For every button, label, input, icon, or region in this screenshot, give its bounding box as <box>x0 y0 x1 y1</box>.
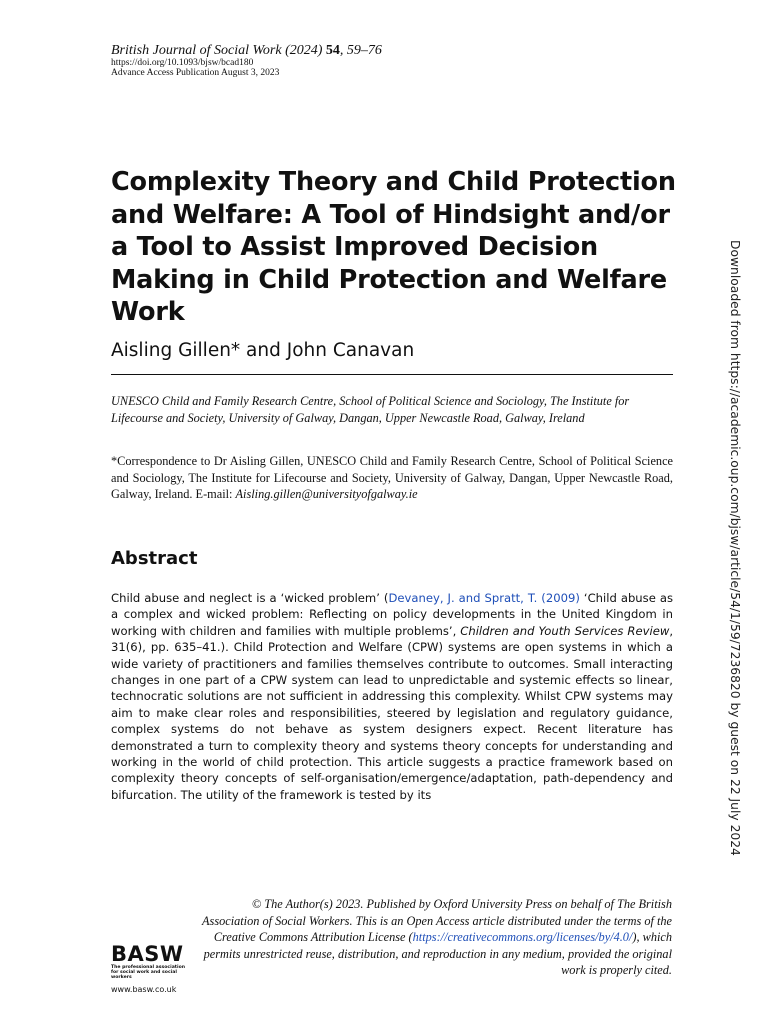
journal-header <box>111 43 382 78</box>
basw-logo <box>111 943 193 994</box>
journal-reference: Children and Youth Services Review <box>460 623 670 638</box>
license-part-1: © The Author(s) 2023. Published by Oxford University Press on behalf of The British Association of Social Workers. This is an Open Access article distributed under the terms of the Creative Commons Attribution License ( <box>202 897 672 945</box>
journal-volume: 54 <box>325 43 340 58</box>
logo-tagline: The professional association for social work and social workers <box>111 965 186 980</box>
author-list: Aisling Gillen* and John Canavan <box>111 340 415 361</box>
journal-name: British Journal of Social Work (2024) <box>111 43 323 58</box>
correspondence <box>111 453 673 503</box>
abstract-heading: Abstract <box>111 548 198 569</box>
abstract-part-1: Child abuse and neglect is a ‘wicked problem’ ( <box>111 591 389 605</box>
abstract-body <box>111 590 673 803</box>
logo-url[interactable]: www.basw.co.uk <box>111 985 177 994</box>
license-link[interactable]: https://creativecommons.org/licenses/by/4.0/ <box>412 930 633 945</box>
citation-link[interactable]: Devaney, J. and Spratt, T. (2009) <box>388 591 580 605</box>
doi-link[interactable]: https://doi.org/10.1093/bjsw/bcad180 <box>111 58 254 68</box>
correspondence-email[interactable]: Aisling.gillen@universityofgalway.ie <box>235 487 418 501</box>
access-date: Advance Access Publication August 3, 2023 <box>111 68 280 78</box>
logo-word: BASW <box>111 942 184 966</box>
license-notice <box>200 896 672 979</box>
download-note: Downloaded from https://academic.oup.com/bjsw/article/54/1/59/7236820 by guest on 22 July 2024 <box>728 240 742 856</box>
abstract-part-3: , 31(6), pp. 635–41.). Child Protection and Welfare (CPW) systems are open systems in which a wide variety of practitioners and families themselves contribute to outcomes. Small interacting changes in one part of a CPW system can lead to unpredictable and systemic effects so linear, technocratic solutions are not sufficient in addressing this complexity. Whilst CPW systems may aim to make clear roles and responsibilities, steered by legislation and regulatory guidance, complex systems do not behave as system designers expect. Recent literature has demonstrated a turn to complexity theory and systems theory concepts for understanding and working in the world of child protection. This article suggests a practice framework based on complexity theory concepts of self-organisation/emergence/adaptation, path-dependency and bifurcation. The utility of the framework is tested by its <box>111 623 674 802</box>
header-divider <box>111 374 673 375</box>
abstract-part-2: ‘Child abuse as a complex and wicked problem: Reflecting on policy developments in the United Kingdom in working with children and families with multiple problems’, <box>111 591 673 638</box>
affiliation: UNESCO Child and Family Research Centre, School of Political Science and Sociology, The Institute for Lifecourse and Society, University of Galway, Dangan, Upper Newcastle Road, Galway, Ireland <box>111 394 630 425</box>
journal-citation <box>111 43 382 58</box>
journal-pages: , 59–76 <box>339 43 382 58</box>
article-title: Complexity Theory and Child Protection and Welfare: A Tool of Hindsight and/or a Tool to Assist Improved Decision Making in Child Protection and Welfare Work <box>111 167 676 327</box>
download-watermark <box>725 240 743 856</box>
license-part-2: ), which permits unrestricted reuse, distribution, and reproduction in any medium, provided the original work is properly cited. <box>203 930 672 978</box>
correspondence-text: *Correspondence to Dr Aisling Gillen, UNESCO Child and Family Research Centre, School of Political Science and Sociology, The Institute for Lifecourse and Society, University of Galway, Dangan, Upper Newcastle Road, Galway, Ireland. E-mail: <box>111 454 673 501</box>
